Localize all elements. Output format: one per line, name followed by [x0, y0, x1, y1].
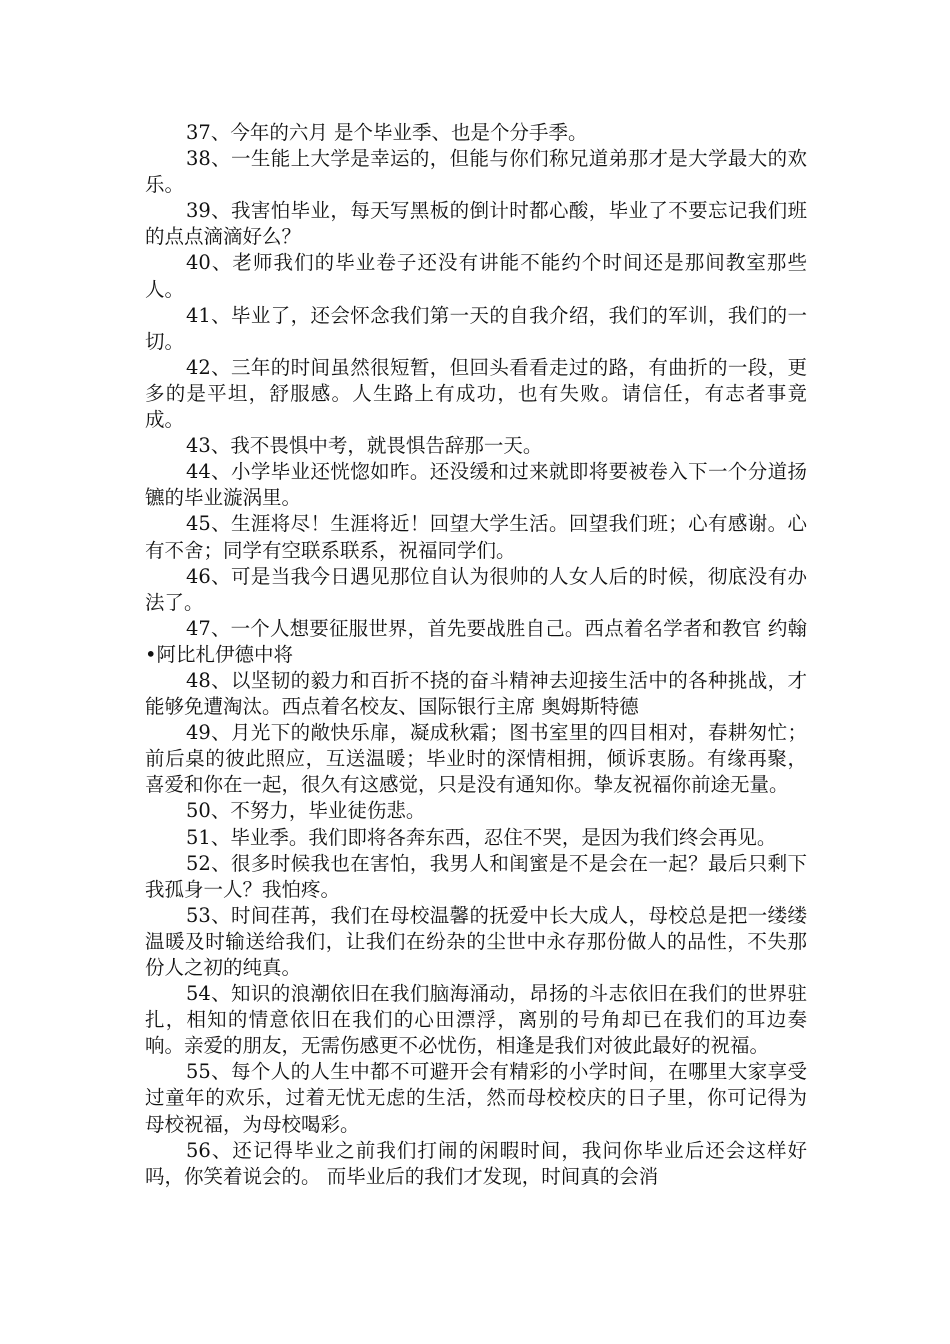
paragraph-42: 42、三年的时间虽然很短暂，但回头看看走过的路，有曲折的一段，更多的是平坦，舒服感。人生路上有成功，也有失败。请信任，有志者事竟成。: [145, 355, 807, 432]
paragraph-44: 44、小学毕业还恍惚如昨。还没缓和过来就即将要被卷入下一个分道扬镳的毕业漩涡里。: [145, 460, 807, 510]
paragraph-45: 45、生涯将尽！生涯将近！回望大学生活。回望我们班；心有感谢。心有不舍；同学有空联系联系，祝福同学们。: [145, 512, 807, 562]
paragraph-43: 43、我不畏惧中考，就畏惧告辞那一天。: [186, 434, 543, 458]
paragraph-49: 49、月光下的敞快乐扉，凝成秋霜；图书室里的四目相对，春耕匆忙；前后桌的彼此照应，互送温暖；毕业时的深情相拥，倾诉衷肠。有缘再聚，喜爱和你在一起，很久有这感觉，只是没有通知你。挚友祝福你前途无量。: [145, 721, 807, 797]
paragraph-38: 38、一生能上大学是幸运的，但能与你们称兄道弟那才是大学最大的欢乐。: [145, 147, 807, 197]
paragraph-53: 53、时间荏苒，我们在母校温馨的抚爱中长大成人，母校总是把一缕缕温暖及时输送给我们，让我们在纷杂的尘世中永存那份做人的品性，不失那份人之初的纯真。: [145, 903, 807, 979]
paragraph-54: 54、知识的浪潮依旧在我们脑海涌动，昂扬的斗志依旧在我们的世界驻扎，相知的情意依旧在我们的心田漂浮，离别的号角却已在我们的耳边奏响。亲爱的朋友，无需伤感更不必忧伤，相逢是我们对彼此最好的祝福。: [145, 982, 807, 1058]
paragraph-37: 37、今年的六月 是个毕业季、也是个分手季。: [186, 121, 588, 144]
paragraph-55: 55、每个人的人生中都不可避开会有精彩的小学时间，在哪里大家享受过童年的欢乐，过着无忧无虑的生活，然而母校校庆的日子里，你可记得为母校祝福，为母校喝彩。: [145, 1060, 807, 1136]
paragraph-50: 50、不努力，毕业徒伤悲。: [186, 799, 426, 823]
paragraph-51: 51、毕业季。我们即将各奔东西，忍住不哭，是因为我们终会再见。: [186, 825, 777, 849]
paragraph-48: 48、以坚韧的毅力和百折不挠的奋斗精神去迎接生活中的各种挑战，才能够免遭淘汰。西点着名校友、国际银行主席 奥姆斯特德: [145, 668, 807, 719]
paragraph-52: 52、很多时候我也在害怕，我男人和闺蜜是不是会在一起？最后只剩下我孤身一人？我怕疼。: [145, 851, 807, 901]
paragraph-39: 39、我害怕毕业，每天写黑板的倒计时都心酸，毕业了不要忘记我们班的点点滴滴好么？: [145, 199, 807, 249]
paragraph-56: 56、还记得毕业之前我们打闹的闲暇时间，我问你毕业后还会这样好吗，你笑着说会的。 而毕业后的我们才发现，时间真的会消: [145, 1138, 807, 1188]
paragraph-41: 41、毕业了，还会怀念我们第一天的自我介绍，我们的军训，我们的一切。: [145, 303, 807, 353]
document-page: [145, 120, 807, 1190]
paragraph-46: 46、可是当我今日遇见那位自认为很帅的人女人后的时候，彻底没有办法了。: [145, 564, 807, 614]
paragraph-40: 40、老师我们的毕业卷子还没有讲能不能约个时间还是那间教室那些人。: [145, 251, 807, 301]
paragraph-47: 47、一个人想要征服世界，首先要战胜自己。西点着名学者和教官 约翰•阿比札伊德中将: [145, 616, 807, 666]
